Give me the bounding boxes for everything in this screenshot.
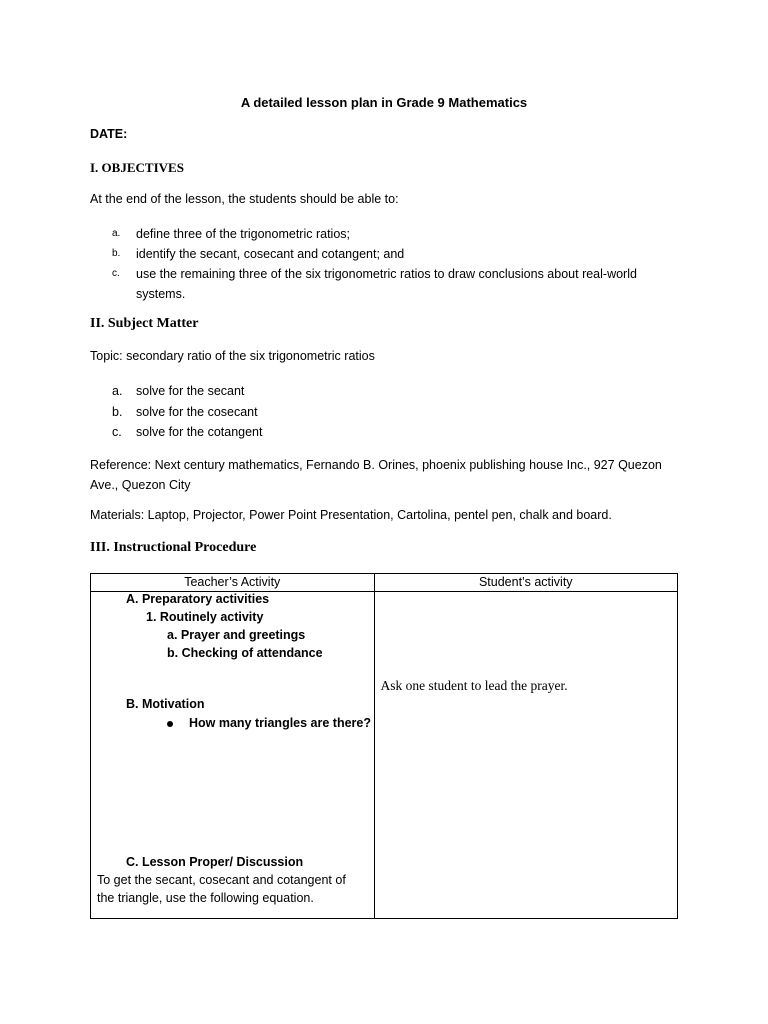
document-title: A detailed lesson plan in Grade 9 Mathematics [240,95,528,110]
materials-line: Materials: Laptop, Projector, Power Point Presentation, Cartolina, pentel pen, chalk and board. [90,508,612,522]
motivation-label: B. Motivation [126,697,205,711]
student-activity-text: Ask one student to lead the prayer. [380,678,568,693]
table-header-row [91,574,678,592]
list-item-text: solve for the cotangent [136,425,263,439]
teacher-activity-cell [91,592,375,919]
objective-item [112,224,672,244]
topic-line: Topic: secondary ratio of the six trigonometric ratios [90,349,375,363]
attendance-item: b. Checking of attendance [167,646,323,660]
list-item-text: solve for the secant [136,384,245,398]
motivation-question: How many triangles are there? [189,716,372,730]
lesson-proper-line-2: the triangle, use the following equation. [97,891,314,905]
subject-matter-heading: II. Subject Matter [90,316,199,331]
objective-text: define three of the trigonometric ratios; [136,227,351,241]
objectives-list [112,224,672,304]
teacher-column-header: Teacher’s Activity [91,574,375,592]
objective-text: identify the secant, cosecant and cotangent; and [136,247,405,261]
date-label: DATE: [90,127,128,141]
procedure-table [90,573,678,919]
list-marker: a. [112,228,121,239]
list-item [112,422,262,443]
motivation-bullet-item [167,714,371,732]
objectives-intro: At the end of the lesson, the students should be able to: [90,192,399,206]
objective-item [112,264,672,304]
table-row [91,592,678,919]
list-marker: b. [112,248,121,259]
reference-paragraph: Reference: Next century mathematics, Fernando B. Orines, phoenix publishing house Inc., 927 Quezon Ave., Quezon City [90,458,662,492]
bullet-icon [167,721,173,727]
list-marker: a. [112,384,123,398]
list-marker: b. [112,404,123,419]
objective-text: use the remaining three of the six trigonometric ratios to draw conclusions about real-world systems. [136,267,637,301]
preparatory-activities-label: A. Preparatory activities [126,592,270,606]
list-item-text: solve for the cosecant [136,404,258,419]
objective-item [112,244,672,264]
list-marker: c. [112,425,122,439]
student-column-header: Student’s activity [374,574,677,592]
procedure-heading: III. Instructional Procedure [90,540,257,555]
list-item [112,402,262,423]
lesson-proper-label: C. Lesson Proper/ Discussion [126,855,304,869]
routinely-activity-label: 1. Routinely activity [146,610,264,624]
list-marker: c. [112,268,120,279]
objectives-heading: I. OBJECTIVES [90,160,184,175]
prayer-greetings-item: a. Prayer and greetings [167,628,306,642]
subject-matter-list [112,381,262,443]
list-item [112,381,262,402]
student-activity-cell [374,592,677,919]
lesson-proper-line-1: To get the secant, cosecant and cotangent of [97,873,346,887]
